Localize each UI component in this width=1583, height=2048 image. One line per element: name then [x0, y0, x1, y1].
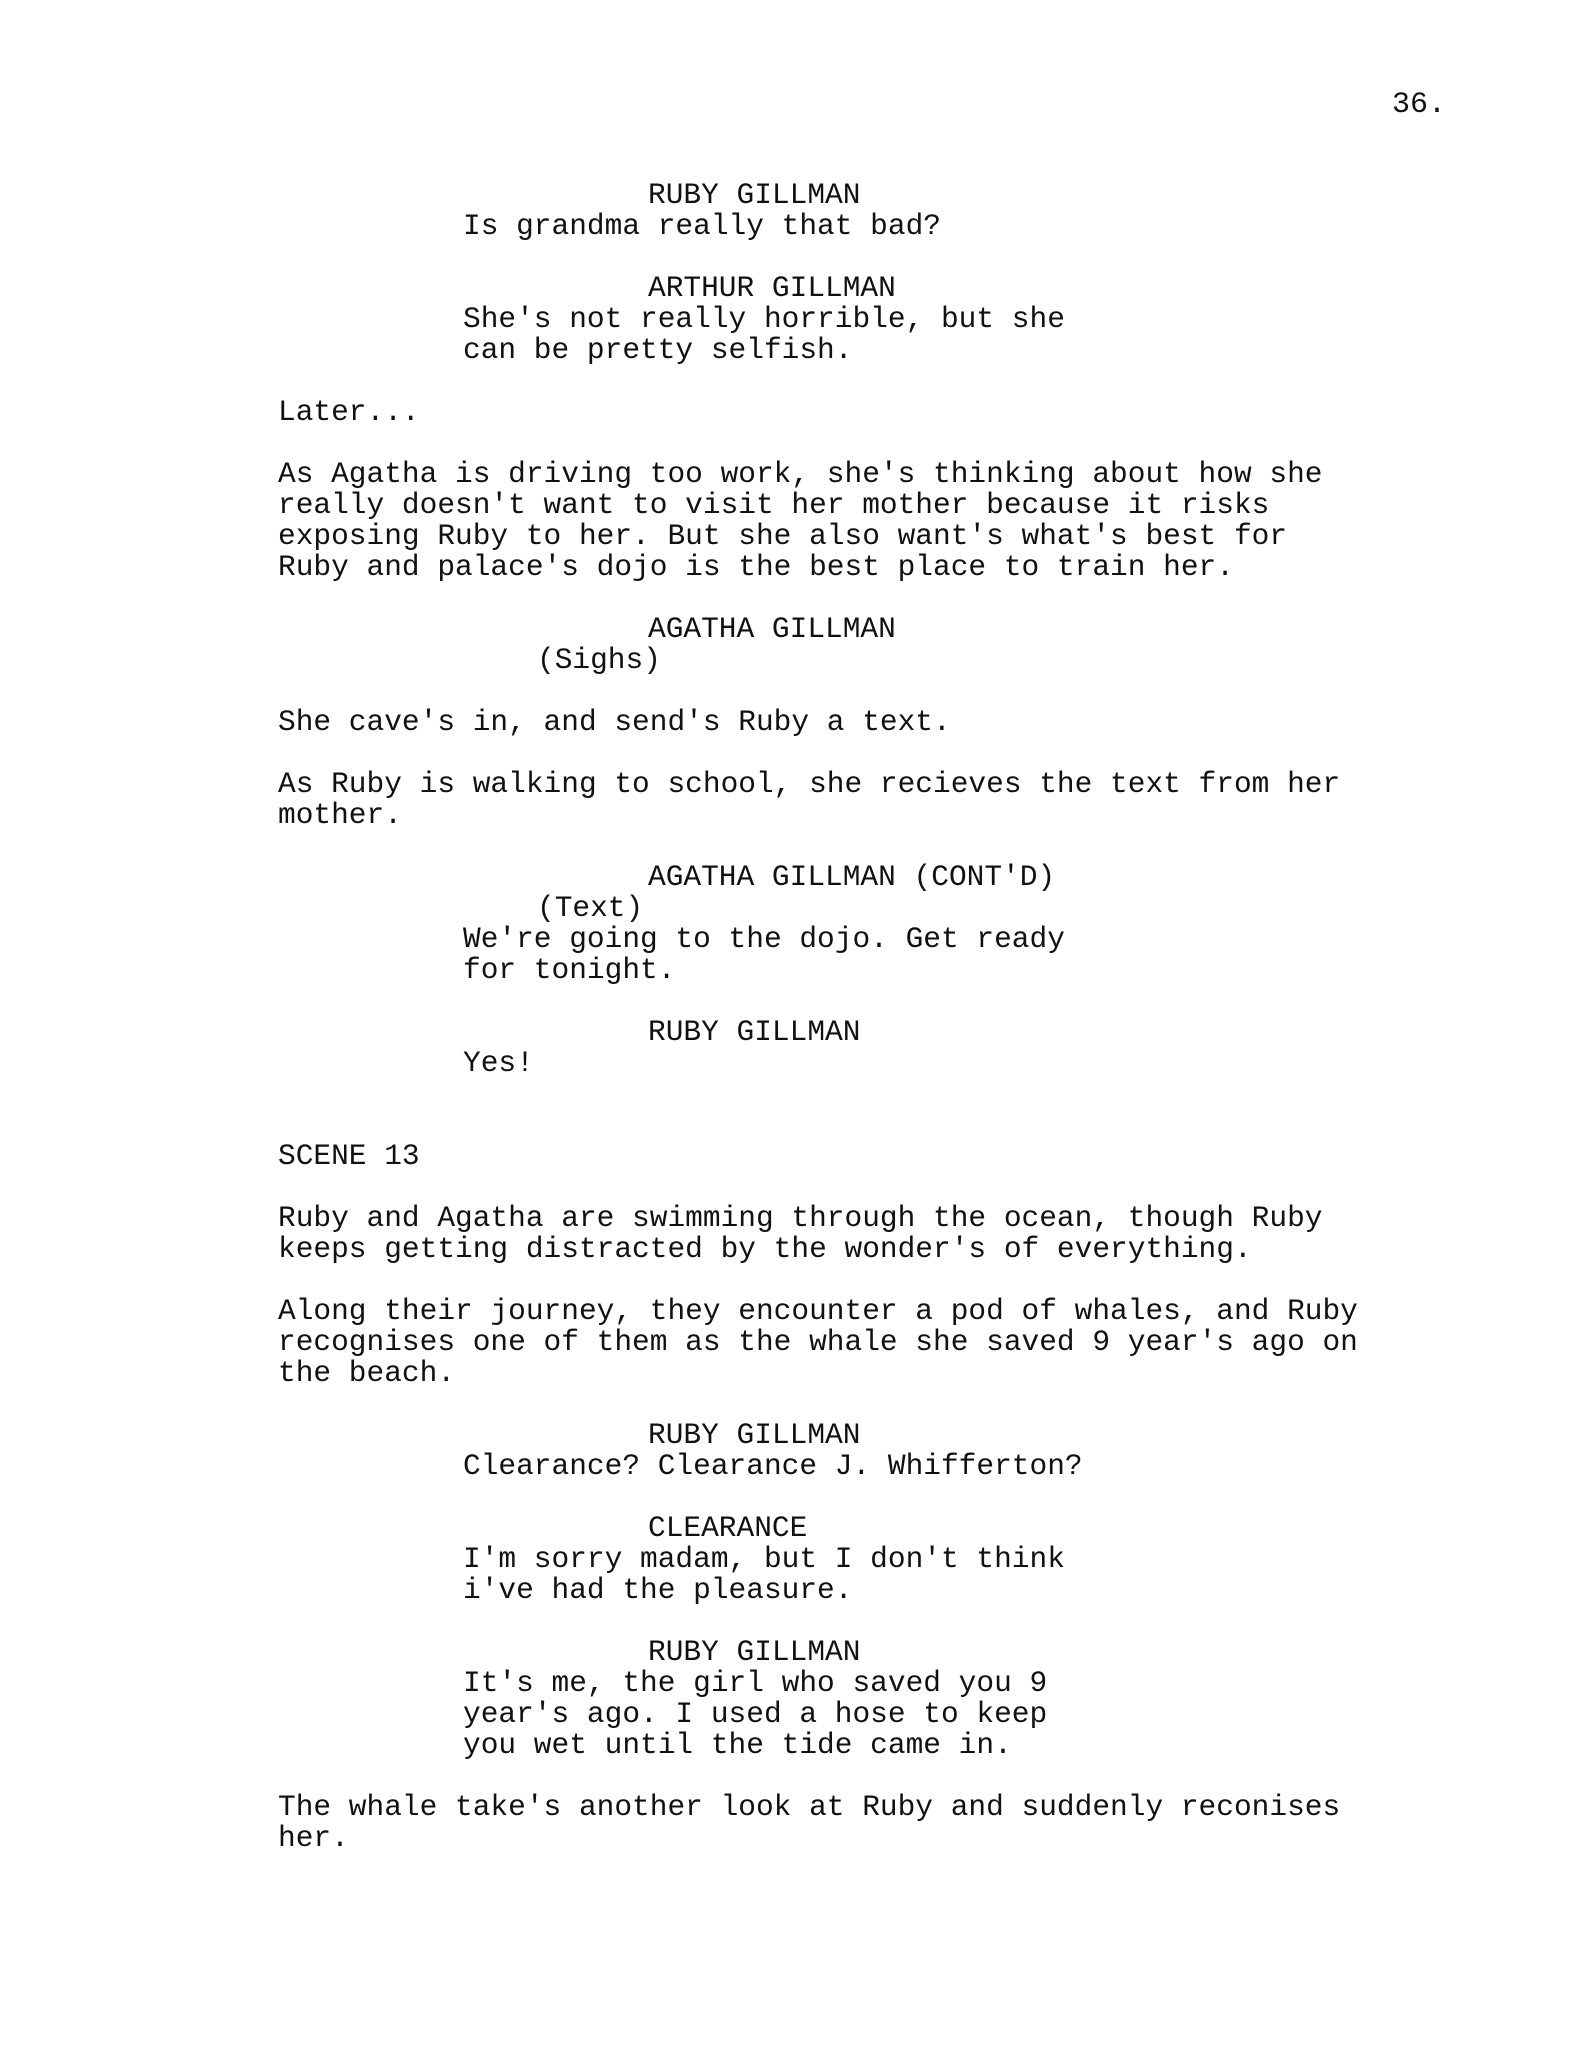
character-name: ARTHUR GILLMAN [648, 271, 896, 305]
character-name: AGATHA GILLMAN (CONT'D) [648, 860, 1056, 894]
character-name: RUBY GILLMAN [648, 1015, 861, 1049]
action-line: She cave's in, and send's Ruby a text. [278, 705, 951, 739]
dialogue-block [278, 614, 1388, 676]
action-line: Along their journey, they encounter a pod of whales, and Ruby recognises one of them as the whale she saved 9 year's ago on the beach. [278, 1294, 1358, 1390]
dialogue-line: She's not really horrible, but she can be pretty selfish. [463, 302, 1065, 367]
dialogue-block [278, 180, 1388, 242]
dialogue-block [278, 1513, 1388, 1606]
character-name: AGATHA GILLMAN [648, 612, 896, 646]
dialogue-line: It's me, the girl who saved you 9 year's ago. I used a hose to keep you wet until the tide came in. [463, 1666, 1048, 1762]
parenthetical: (Text) [537, 891, 644, 925]
character-name: CLEARANCE [648, 1511, 808, 1545]
action-line: As Agatha is driving too work, she's thinking about how she really doesn't want to visit her mother because it risks exposing Ruby to her. But she also want's what's best for Ruby and palace's dojo is the best place to train her. [278, 457, 1323, 584]
screenplay-body [278, 180, 1388, 1885]
page-number: 36. [1392, 88, 1447, 122]
dialogue-line: Is grandma really that bad? [463, 209, 941, 243]
dialogue-line: Yes! [463, 1046, 534, 1080]
action-line: The whale take's another look at Ruby and suddenly reconises her. [278, 1790, 1341, 1855]
action-line: Later... [278, 395, 420, 429]
dialogue-block [278, 1637, 1388, 1761]
action-line: Ruby and Agatha are swimming through the ocean, though Ruby keeps getting distracted by the wonder's of everything. [278, 1201, 1323, 1266]
character-name: RUBY GILLMAN [648, 1635, 861, 1669]
action-line: As Ruby is walking to school, she recieves the text from her mother. [278, 767, 1341, 832]
dialogue-block [278, 273, 1388, 366]
character-name: RUBY GILLMAN [648, 178, 861, 212]
scene-heading: SCENE 13 [278, 1139, 420, 1173]
dialogue-block [278, 862, 1388, 986]
dialogue-block [278, 1017, 1388, 1079]
dialogue-line: We're going to the dojo. Get ready for tonight. [463, 922, 1065, 987]
parenthetical: (Sighs) [537, 643, 661, 677]
dialogue-line: Clearance? Clearance J. Whifferton? [463, 1449, 1083, 1483]
character-name: RUBY GILLMAN [648, 1418, 861, 1452]
dialogue-line: I'm sorry madam, but I don't think i've had the pleasure. [463, 1542, 1065, 1607]
dialogue-block [278, 1420, 1388, 1482]
